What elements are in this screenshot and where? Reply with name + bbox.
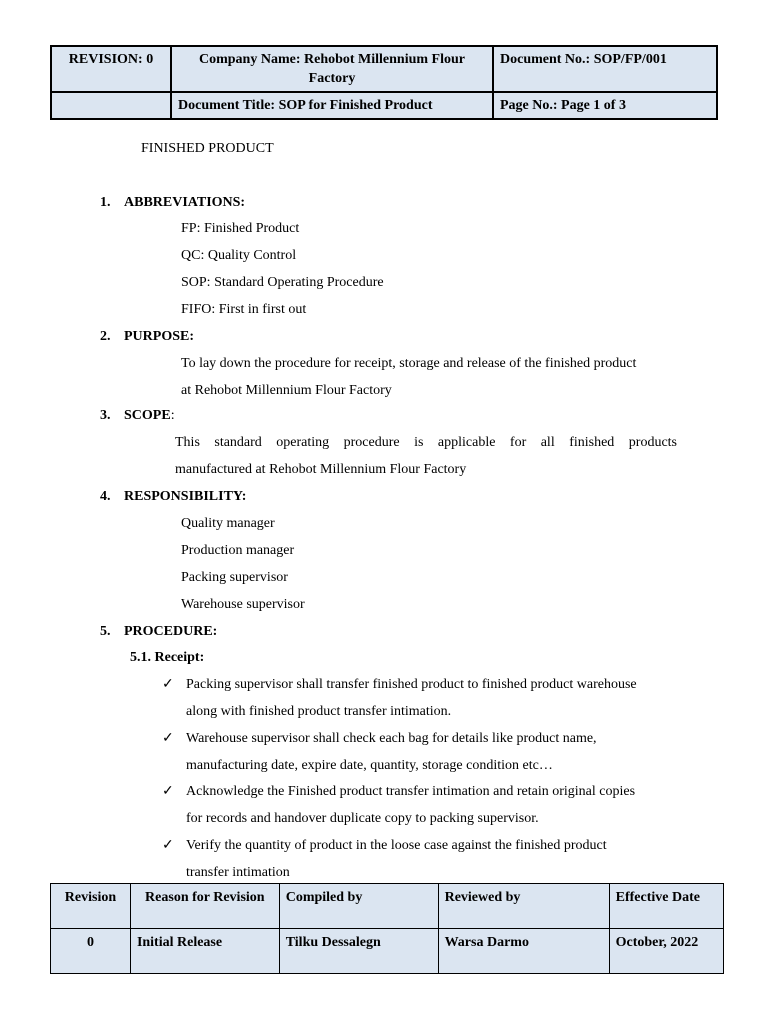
empty-cell <box>51 92 171 119</box>
table-header-row <box>51 884 724 929</box>
scope-text-line: This standard operating procedure is applicable for all finished products <box>175 435 677 450</box>
scope-text-line: manufactured at Rehobot Millennium Flour Factory <box>175 462 467 477</box>
list-item: FIFO: First in first out <box>181 302 307 317</box>
checklist-line: Packing supervisor shall transfer finished product to finished product warehouse <box>186 677 637 692</box>
table-header-cell: Reviewed by <box>438 884 609 929</box>
purpose-text-line: To lay down the procedure for receipt, storage and release of the finished product <box>181 356 637 371</box>
checkmark-icon: ✓ <box>162 784 174 799</box>
table-cell: Warsa Darmo <box>438 929 609 974</box>
checklist-line: Warehouse supervisor shall check each bag for details like product name, <box>186 731 597 746</box>
section-title-responsibility: RESPONSIBILITY: <box>124 489 247 504</box>
table-header-cell: Revision <box>51 884 131 929</box>
table-header-cell: Compiled by <box>279 884 438 929</box>
section-number: 5. <box>100 624 111 639</box>
section-title-scope: SCOPE: <box>124 408 175 423</box>
list-item: Warehouse supervisor <box>181 597 305 612</box>
section-title-purpose: PURPOSE: <box>124 329 194 344</box>
checkmark-icon: ✓ <box>162 838 174 853</box>
document-header-table <box>50 45 718 120</box>
document-heading: FINISHED PRODUCT <box>141 141 274 156</box>
section-number: 3. <box>100 408 111 423</box>
section-number: 4. <box>100 489 111 504</box>
section-number: 1. <box>100 195 111 210</box>
document-number-cell: Document No.: SOP/FP/001 <box>493 46 717 92</box>
section-number: 2. <box>100 329 111 344</box>
list-item: QC: Quality Control <box>181 248 297 263</box>
section-title-procedure: PROCEDURE: <box>124 624 218 639</box>
list-item: Production manager <box>181 543 295 558</box>
table-row <box>51 929 724 974</box>
checklist-line: manufacturing date, expire date, quantity, storage condition etc… <box>186 758 553 773</box>
table-header-cell: Effective Date <box>609 884 723 929</box>
page-number-cell: Page No.: Page 1 of 3 <box>493 92 717 119</box>
checklist-line: along with finished product transfer intimation. <box>186 704 452 719</box>
document-title-cell: Document Title: SOP for Finished Product <box>171 92 493 119</box>
list-item: Quality manager <box>181 516 275 531</box>
checklist-line: Acknowledge the Finished product transfer intimation and retain original copies <box>186 784 636 799</box>
list-item: FP: Finished Product <box>181 221 300 236</box>
list-item: SOP: Standard Operating Procedure <box>181 275 384 290</box>
subsection-title-receipt: 5.1. Receipt: <box>130 650 205 665</box>
purpose-text-line: at Rehobot Millennium Flour Factory <box>181 383 392 398</box>
section-title-abbreviations: ABBREVIATIONS: <box>124 195 246 210</box>
table-cell: 0 <box>51 929 131 974</box>
company-name-cell: Company Name: Rehobot Millennium Flour Factory <box>171 46 493 92</box>
table-cell: Tilku Dessalegn <box>279 929 438 974</box>
checklist-line: for records and handover duplicate copy to packing supervisor. <box>186 811 539 826</box>
checklist-line: Verify the quantity of product in the loose case against the finished product <box>186 838 607 853</box>
list-item: Packing supervisor <box>181 570 288 585</box>
checklist-line: transfer intimation <box>186 865 290 880</box>
table-cell: October, 2022 <box>609 929 723 974</box>
table-cell: Initial Release <box>130 929 279 974</box>
revision-cell: REVISION: 0 <box>51 46 171 92</box>
checkmark-icon: ✓ <box>162 731 174 746</box>
checkmark-icon: ✓ <box>162 677 174 692</box>
revision-history-table <box>50 883 724 974</box>
table-header-cell: Reason for Revision <box>130 884 279 929</box>
